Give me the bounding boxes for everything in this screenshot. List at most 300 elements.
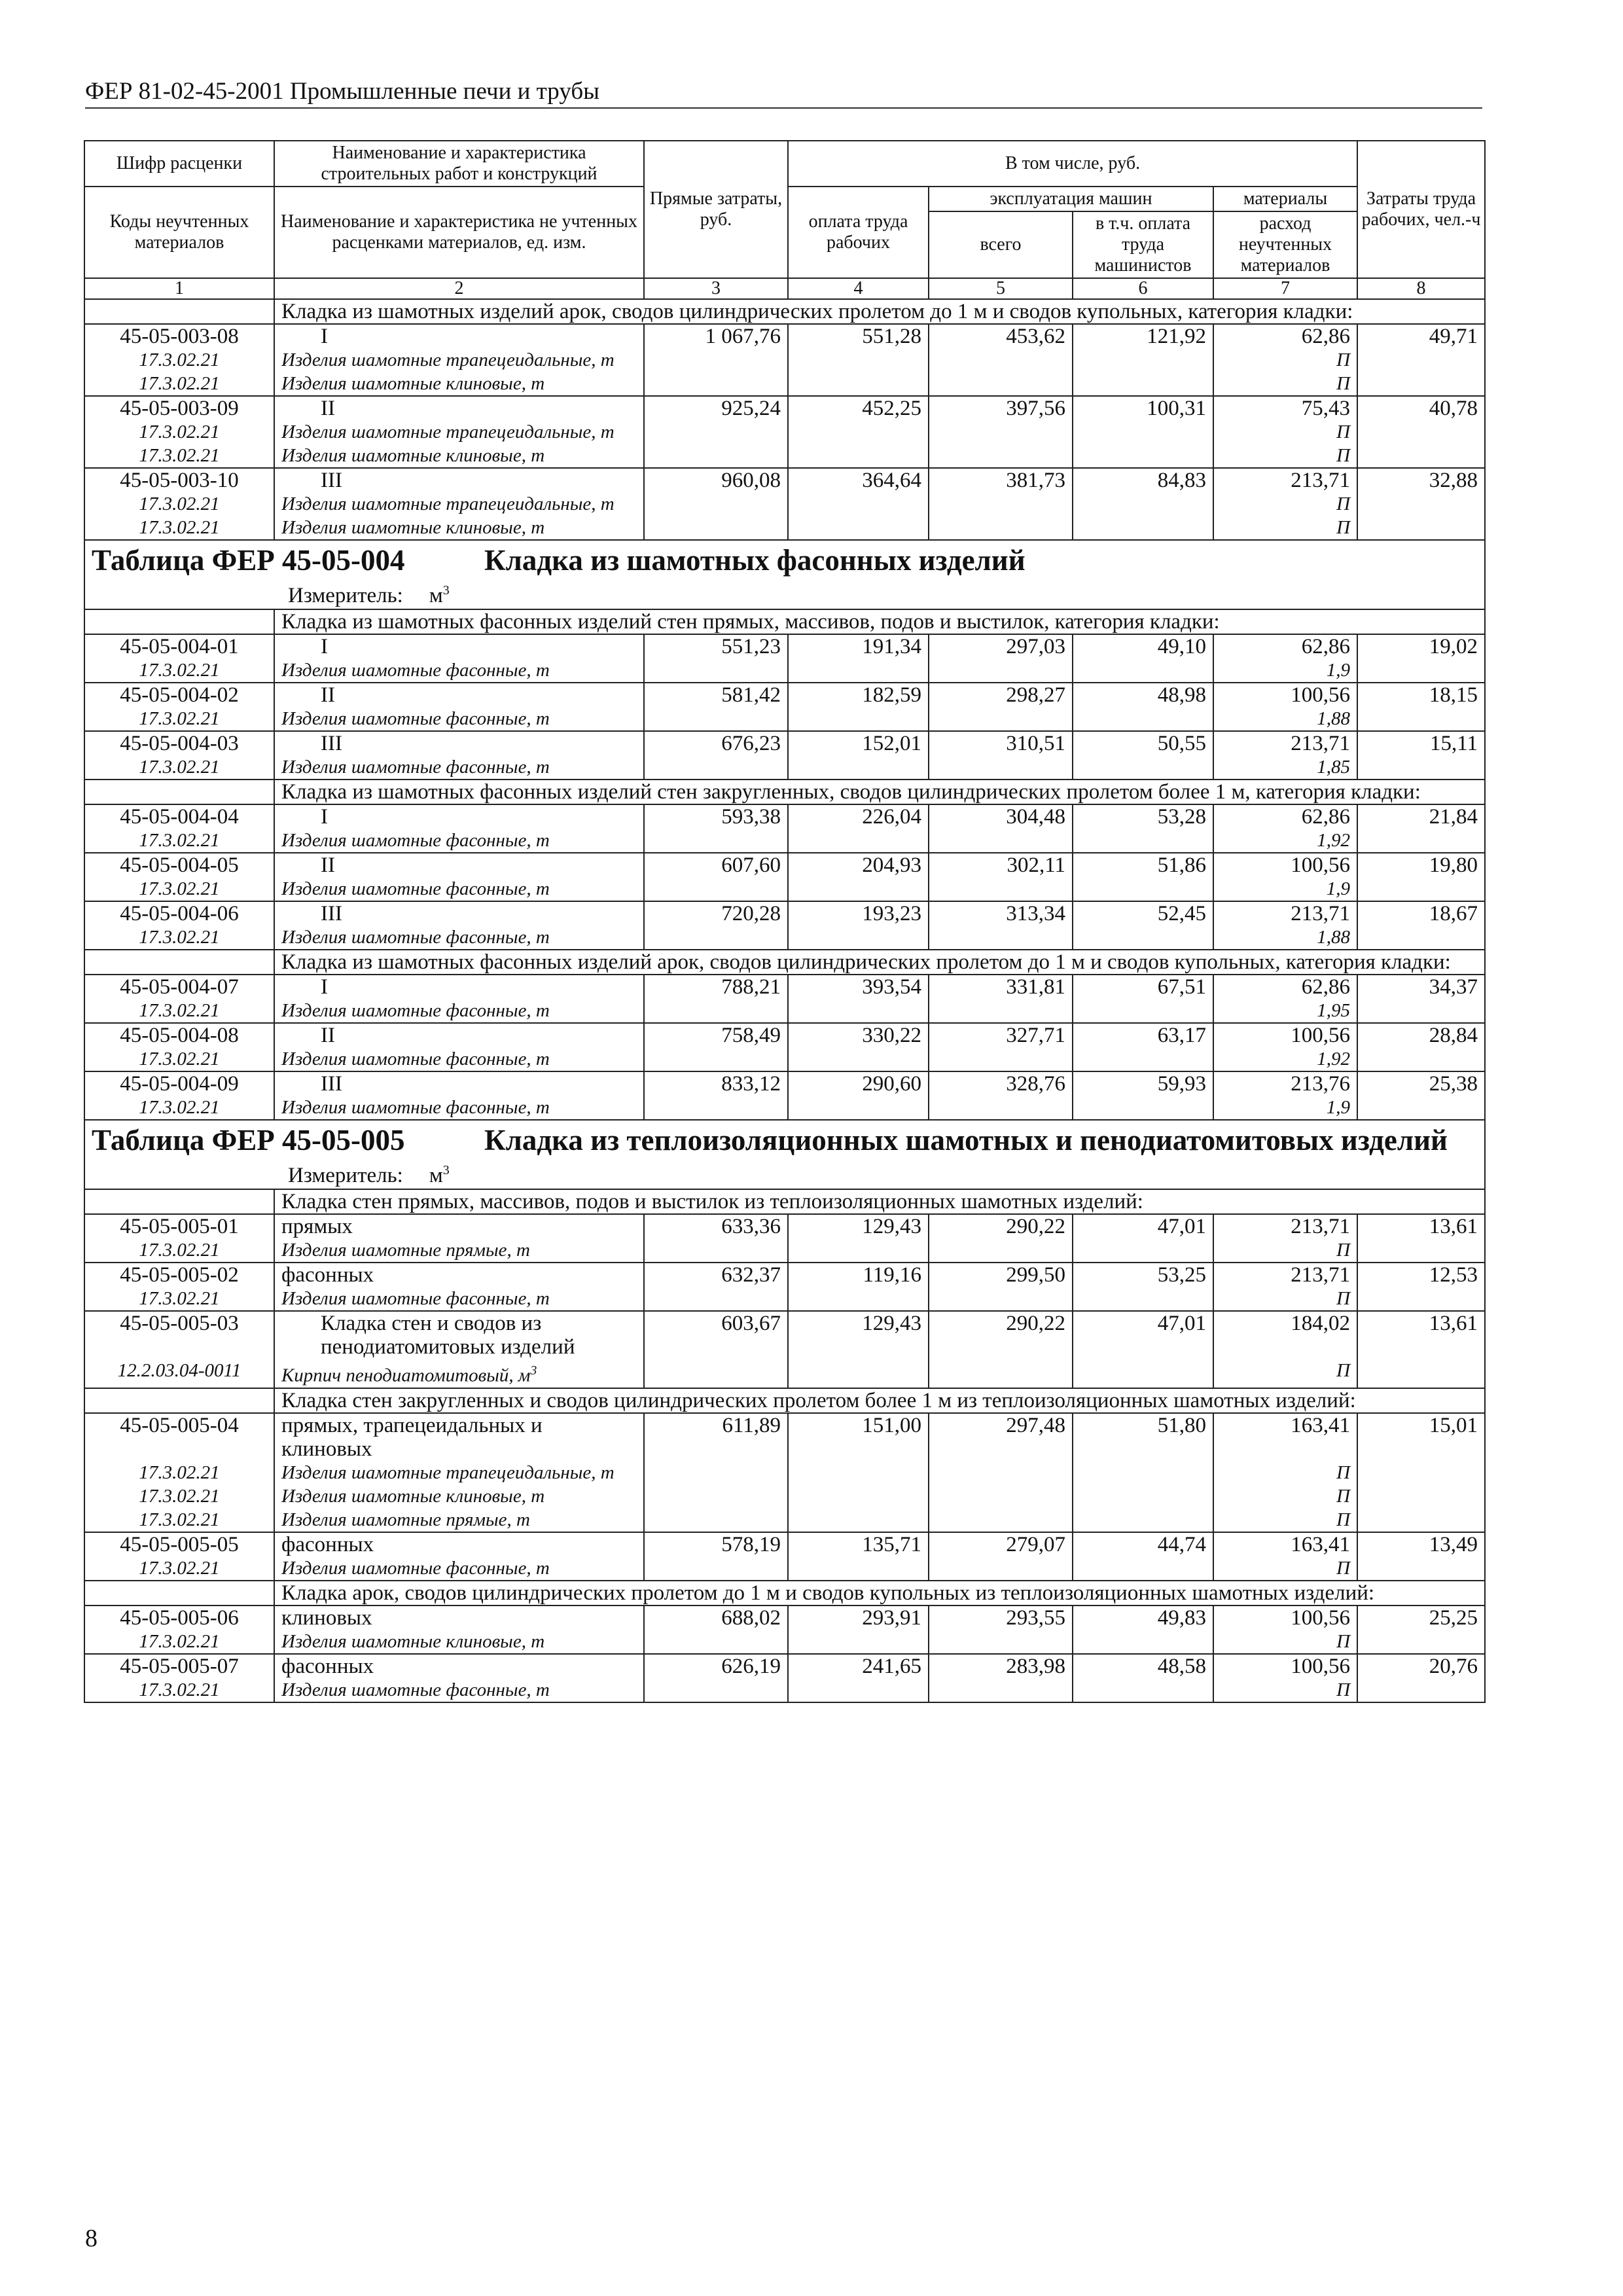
value-c5: 297,48 [929, 1413, 1073, 1461]
material-row [84, 658, 1485, 683]
material-code: 17.3.02.21 [84, 348, 274, 372]
empty-cell [929, 1508, 1073, 1532]
table-row [84, 396, 1485, 420]
value-c4: 204,93 [788, 853, 929, 877]
material-code: 17.3.02.21 [84, 1556, 274, 1581]
rate-code: 45-05-005-06 [84, 1605, 274, 1630]
value-c8: 20,76 [1357, 1654, 1485, 1678]
empty-cell [929, 372, 1073, 396]
empty-cell [1073, 516, 1213, 540]
material-name [274, 444, 644, 468]
header-code: Шифр расценки [84, 141, 274, 187]
value-c4: 151,00 [788, 1413, 929, 1461]
empty-cell [644, 1461, 788, 1484]
rate-code: 45-05-003-10 [84, 468, 274, 492]
material-consumption: 1,9 [1213, 877, 1357, 901]
empty-cell [644, 1359, 788, 1388]
empty-cell [788, 372, 929, 396]
page-number: 8 [85, 2225, 98, 2252]
rate-code: 45-05-004-01 [84, 634, 274, 658]
value-c5: 290,22 [929, 1214, 1073, 1238]
material-row [84, 444, 1485, 468]
value-c3: 925,24 [644, 396, 788, 420]
material-code: 17.3.02.21 [84, 1630, 274, 1654]
material-row [84, 420, 1485, 444]
empty-cell [1357, 1287, 1485, 1311]
empty-cell [644, 420, 788, 444]
material-consumption: П [1213, 1359, 1357, 1388]
material-name [274, 1678, 644, 1702]
value-c7: 163,41 [1213, 1532, 1357, 1556]
material-consumption: П [1213, 420, 1357, 444]
empty-cell [929, 1359, 1073, 1388]
empty-cell [1357, 492, 1485, 516]
rate-code: 45-05-004-04 [84, 804, 274, 829]
empty-cell [788, 444, 929, 468]
empty-cell [929, 877, 1073, 901]
material-name-text: Изделия шамотные фасонные, т [281, 1679, 550, 1700]
value-c5: 310,51 [929, 731, 1073, 755]
material-row [84, 1359, 1485, 1388]
table-row [84, 1023, 1485, 1047]
empty-cell [644, 1287, 788, 1311]
value-c8: 25,38 [1357, 1071, 1485, 1096]
empty-cell [644, 829, 788, 853]
material-row [84, 755, 1485, 780]
value-c6: 50,55 [1073, 731, 1213, 755]
value-c8: 19,02 [1357, 634, 1485, 658]
empty-cell [929, 420, 1073, 444]
rate-name: II [274, 396, 644, 420]
material-consumption: П [1213, 1484, 1357, 1508]
material-code: 17.3.02.21 [84, 1678, 274, 1702]
value-c8: 28,84 [1357, 1023, 1485, 1047]
empty-cell [1073, 707, 1213, 731]
value-c3: 633,36 [644, 1214, 788, 1238]
material-consumption: 1,88 [1213, 925, 1357, 950]
empty-cell [644, 658, 788, 683]
section-description: Кладка арок, сводов цилиндрических пролетом до 1 м и сводов купольных из теплоизоляционных шамотных изделий: [274, 1581, 1485, 1605]
value-c6: 53,28 [1073, 804, 1213, 829]
value-c7: 213,71 [1213, 901, 1357, 925]
material-name [274, 1508, 644, 1532]
section-description: Кладка стен прямых, массивов, подов и выстилок из теплоизоляционных шамотных изделий: [274, 1189, 1485, 1214]
empty-cell [644, 1096, 788, 1120]
material-name [274, 1287, 644, 1311]
material-name-text: Изделия шамотные фасонные, т [281, 708, 550, 729]
empty-cell [1357, 1508, 1485, 1532]
table-row [84, 1654, 1485, 1678]
value-c5: 313,34 [929, 901, 1073, 925]
material-consumption: П [1213, 1630, 1357, 1654]
material-row [84, 925, 1485, 950]
empty-cell [1073, 420, 1213, 444]
empty-cell [1073, 755, 1213, 780]
material-code: 17.3.02.21 [84, 658, 274, 683]
empty-cell [929, 1096, 1073, 1120]
empty-cell [788, 1484, 929, 1508]
empty-cell [788, 925, 929, 950]
value-c5: 283,98 [929, 1654, 1073, 1678]
section-description-row [84, 1189, 1485, 1214]
value-c7: 100,56 [1213, 1023, 1357, 1047]
empty-cell [929, 1287, 1073, 1311]
empty-cell [1357, 1461, 1485, 1484]
empty-cell [1073, 1484, 1213, 1508]
value-c3: 551,23 [644, 634, 788, 658]
empty-cell [929, 1678, 1073, 1702]
value-c7: 213,71 [1213, 468, 1357, 492]
empty-cell [1357, 516, 1485, 540]
table-row [84, 1214, 1485, 1238]
material-code: 17.3.02.21 [84, 420, 274, 444]
header-machines: эксплуатация машин [929, 187, 1213, 211]
measure-label: Измеритель: [288, 1164, 403, 1187]
value-c6: 84,83 [1073, 468, 1213, 492]
value-c7: 75,43 [1213, 396, 1357, 420]
empty-cell [1357, 999, 1485, 1023]
empty-cell [929, 348, 1073, 372]
material-row [84, 1630, 1485, 1654]
value-c8: 18,15 [1357, 683, 1485, 707]
value-c5: 293,55 [929, 1605, 1073, 1630]
empty-cell [644, 1630, 788, 1654]
measure-unit: м [429, 1164, 443, 1187]
empty-cell [929, 1484, 1073, 1508]
empty-cell [929, 829, 1073, 853]
table-row [84, 324, 1485, 348]
value-c4: 129,43 [788, 1311, 929, 1359]
value-c8: 13,61 [1357, 1311, 1485, 1359]
rate-code: 45-05-005-03 [84, 1311, 274, 1359]
value-c4: 129,43 [788, 1214, 929, 1238]
empty-cell [929, 707, 1073, 731]
material-row [84, 1047, 1485, 1071]
section-description: Кладка из шамотных изделий арок, сводов цилиндрических пролетом до 1 м и сводов купольных, категория кладки: [274, 299, 1485, 324]
section-description-row [84, 609, 1485, 634]
empty-cell [84, 609, 274, 634]
value-c4: 191,34 [788, 634, 929, 658]
material-name-text: Изделия шамотные трапецеидальные, т [281, 422, 615, 442]
rate-name: III [274, 1071, 644, 1096]
material-name-text: Изделия шамотные клиновые, т [281, 517, 545, 538]
col-number: 8 [1357, 278, 1485, 299]
table-row [84, 1605, 1485, 1630]
empty-cell [1073, 1096, 1213, 1120]
col-number: 3 [644, 278, 788, 299]
table-row [84, 1532, 1485, 1556]
material-consumption: 1,88 [1213, 707, 1357, 731]
rate-name: II [274, 1023, 644, 1047]
empty-cell [1073, 1678, 1213, 1702]
empty-cell [929, 492, 1073, 516]
material-name [274, 1359, 644, 1388]
table-row [84, 468, 1485, 492]
header-machines-total: всего [929, 211, 1073, 278]
material-row [84, 829, 1485, 853]
rate-code: 45-05-004-08 [84, 1023, 274, 1047]
value-c6: 100,31 [1073, 396, 1213, 420]
table-row [84, 683, 1485, 707]
value-c5: 298,27 [929, 683, 1073, 707]
value-c7: 100,56 [1213, 1605, 1357, 1630]
rate-code: 45-05-005-02 [84, 1263, 274, 1287]
value-c4: 152,01 [788, 731, 929, 755]
value-c6: 47,01 [1073, 1311, 1213, 1359]
empty-cell [644, 1556, 788, 1581]
value-c7: 213,76 [1213, 1071, 1357, 1096]
empty-cell [1357, 1047, 1485, 1071]
material-row [84, 877, 1485, 901]
table-row [84, 1071, 1485, 1096]
material-name [274, 707, 644, 731]
empty-cell [788, 877, 929, 901]
material-code: 17.3.02.21 [84, 925, 274, 950]
material-row [84, 348, 1485, 372]
material-code: 12.2.03.04-0011 [84, 1359, 274, 1388]
value-c4: 551,28 [788, 324, 929, 348]
header-incl: В том числе, руб. [788, 141, 1357, 187]
value-c7: 62,86 [1213, 324, 1357, 348]
header-name: Наименование и характеристика строительных работ и конструкций [274, 141, 644, 187]
material-code: 17.3.02.21 [84, 1484, 274, 1508]
rate-name: II [274, 683, 644, 707]
value-c6: 44,74 [1073, 1532, 1213, 1556]
empty-cell [1357, 1484, 1485, 1508]
empty-cell [1073, 877, 1213, 901]
value-c6: 49,10 [1073, 634, 1213, 658]
material-name-text: Изделия шамотные фасонные, т [281, 757, 550, 778]
empty-cell [788, 1630, 929, 1654]
empty-cell [1357, 372, 1485, 396]
empty-cell [84, 1388, 274, 1413]
empty-cell [788, 1556, 929, 1581]
section-description-row [84, 299, 1485, 324]
material-consumption: П [1213, 444, 1357, 468]
empty-cell [1357, 877, 1485, 901]
empty-cell [1073, 925, 1213, 950]
section-description: Кладка из шамотных фасонных изделий арок, сводов цилиндрических пролетом до 1 м и сводов купольных, категория кладки: [274, 950, 1485, 975]
col-number: 1 [84, 278, 274, 299]
material-name-text: Изделия шамотные прямые, т [281, 1240, 530, 1261]
value-c6: 63,17 [1073, 1023, 1213, 1047]
table-body [84, 299, 1485, 1702]
material-name [274, 492, 644, 516]
value-c7: 163,41 [1213, 1413, 1357, 1461]
material-row [84, 1678, 1485, 1702]
material-code: 17.3.02.21 [84, 1287, 274, 1311]
empty-cell [644, 372, 788, 396]
measure-row [84, 577, 1485, 609]
value-c3: 578,19 [644, 1532, 788, 1556]
table-title-row [84, 540, 1485, 577]
rate-name: II [274, 853, 644, 877]
value-c3: 788,21 [644, 975, 788, 999]
empty-cell [644, 1484, 788, 1508]
table-header [84, 141, 1485, 299]
section-description: Кладка стен закругленных и сводов цилиндрических пролетом более 1 м из теплоизоляционных шамотных изделий: [274, 1388, 1485, 1413]
empty-cell [84, 1189, 274, 1214]
value-c3: 833,12 [644, 1071, 788, 1096]
empty-cell [1357, 1556, 1485, 1581]
value-c6: 47,01 [1073, 1214, 1213, 1238]
empty-cell [644, 492, 788, 516]
rate-code: 45-05-005-05 [84, 1532, 274, 1556]
value-c5: 331,81 [929, 975, 1073, 999]
rate-name: прямых [274, 1214, 644, 1238]
material-code: 17.3.02.21 [84, 877, 274, 901]
value-c6: 48,98 [1073, 683, 1213, 707]
section-description-row [84, 1581, 1485, 1605]
material-row [84, 1096, 1485, 1120]
value-c4: 182,59 [788, 683, 929, 707]
rate-name: I [274, 634, 644, 658]
empty-cell [1357, 1238, 1485, 1263]
table-title-row [84, 1120, 1485, 1157]
table-row [84, 901, 1485, 925]
value-c3: 688,02 [644, 1605, 788, 1630]
material-name [274, 1484, 644, 1508]
empty-cell [788, 707, 929, 731]
empty-cell [1073, 999, 1213, 1023]
value-c4: 290,60 [788, 1071, 929, 1096]
empty-cell [1357, 1096, 1485, 1120]
material-row [84, 492, 1485, 516]
material-name-text: Изделия шамотные трапецеидальные, т [281, 1462, 615, 1483]
value-c6: 51,86 [1073, 853, 1213, 877]
running-header: ФЕР 81-02-45-2001 Промышленные печи и трубы [85, 77, 1482, 109]
value-c7: 62,86 [1213, 975, 1357, 999]
empty-cell [788, 1047, 929, 1071]
material-name-text: Изделия шамотные фасонные, т [281, 660, 550, 681]
material-name [274, 658, 644, 683]
empty-cell [929, 444, 1073, 468]
empty-cell [644, 1678, 788, 1702]
material-consumption: П [1213, 1508, 1357, 1532]
value-c8: 18,67 [1357, 901, 1485, 925]
rate-name: Кладка стен и сводов из пенодиатомитовых изделий [274, 1311, 644, 1359]
empty-cell [788, 492, 929, 516]
rate-code: 45-05-005-01 [84, 1214, 274, 1238]
material-name-text: Изделия шамотные фасонные, т [281, 1049, 550, 1069]
value-c8: 49,71 [1357, 324, 1485, 348]
empty-cell [929, 1556, 1073, 1581]
value-c3: 607,60 [644, 853, 788, 877]
empty-cell [788, 1508, 929, 1532]
material-row [84, 1238, 1485, 1263]
empty-cell [788, 1238, 929, 1263]
section-description-row [84, 780, 1485, 804]
empty-cell [644, 1047, 788, 1071]
value-c5: 290,22 [929, 1311, 1073, 1359]
material-name [274, 516, 644, 540]
material-consumption: 1,9 [1213, 658, 1357, 683]
empty-cell [929, 516, 1073, 540]
empty-cell [788, 755, 929, 780]
empty-cell [1073, 444, 1213, 468]
empty-cell [788, 1287, 929, 1311]
header-codes-unaccounted: Коды неучтенных материалов [84, 187, 274, 278]
empty-cell [1357, 1678, 1485, 1702]
material-name-text: Изделия шамотные фасонные, т [281, 1097, 550, 1118]
material-consumption: 1,9 [1213, 1096, 1357, 1120]
material-code: 17.3.02.21 [84, 1047, 274, 1071]
empty-cell [929, 755, 1073, 780]
col-number: 7 [1213, 278, 1357, 299]
material-name-text: Изделия шамотные фасонные, т [281, 1000, 550, 1021]
material-name [274, 755, 644, 780]
material-name [274, 1096, 644, 1120]
rate-name: I [274, 804, 644, 829]
material-row [84, 1556, 1485, 1581]
empty-cell [644, 925, 788, 950]
measure-cell [84, 1157, 1485, 1189]
empty-cell [929, 1461, 1073, 1484]
table-row [84, 731, 1485, 755]
rate-name: I [274, 975, 644, 999]
value-c6: 67,51 [1073, 975, 1213, 999]
value-c8: 34,37 [1357, 975, 1485, 999]
value-c5: 299,50 [929, 1263, 1073, 1287]
material-name-text: Изделия шамотные фасонные, т [281, 1288, 550, 1309]
material-unit-sup: 3 [530, 1363, 537, 1378]
value-c7: 100,56 [1213, 853, 1357, 877]
material-code: 17.3.02.21 [84, 1096, 274, 1120]
value-c6: 53,25 [1073, 1263, 1213, 1287]
rate-name: клиновых [274, 1605, 644, 1630]
material-row [84, 1508, 1485, 1532]
value-c5: 302,11 [929, 853, 1073, 877]
value-c5: 279,07 [929, 1532, 1073, 1556]
empty-cell [788, 348, 929, 372]
empty-cell [1073, 829, 1213, 853]
table-row [84, 975, 1485, 999]
col-number: 4 [788, 278, 929, 299]
rate-code: 45-05-004-03 [84, 731, 274, 755]
material-consumption: П [1213, 1287, 1357, 1311]
material-code: 17.3.02.21 [84, 372, 274, 396]
value-c5: 397,56 [929, 396, 1073, 420]
table-title [84, 1120, 1485, 1157]
value-c8: 13,49 [1357, 1532, 1485, 1556]
rate-code: 45-05-004-07 [84, 975, 274, 999]
value-c4: 119,16 [788, 1263, 929, 1287]
rate-name: прямых, трапецеидальных и клиновых [274, 1413, 644, 1461]
empty-cell [788, 1096, 929, 1120]
value-c3: 720,28 [644, 901, 788, 925]
value-c4: 452,25 [788, 396, 929, 420]
empty-cell [1357, 1630, 1485, 1654]
empty-cell [1073, 372, 1213, 396]
value-c8: 15,11 [1357, 731, 1485, 755]
material-name [274, 829, 644, 853]
material-row [84, 999, 1485, 1023]
value-c4: 193,23 [788, 901, 929, 925]
empty-cell [1073, 1238, 1213, 1263]
measure-cell [84, 577, 1485, 609]
value-c7: 213,71 [1213, 1214, 1357, 1238]
material-consumption: П [1213, 1461, 1357, 1484]
header-labor-wage: оплата труда рабочих [788, 187, 929, 278]
value-c6: 59,93 [1073, 1071, 1213, 1096]
empty-cell [929, 1238, 1073, 1263]
material-consumption: 1,85 [1213, 755, 1357, 780]
rate-code: 45-05-003-09 [84, 396, 274, 420]
empty-cell [1073, 1630, 1213, 1654]
empty-cell [84, 950, 274, 975]
material-consumption: 1,95 [1213, 999, 1357, 1023]
empty-cell [644, 877, 788, 901]
